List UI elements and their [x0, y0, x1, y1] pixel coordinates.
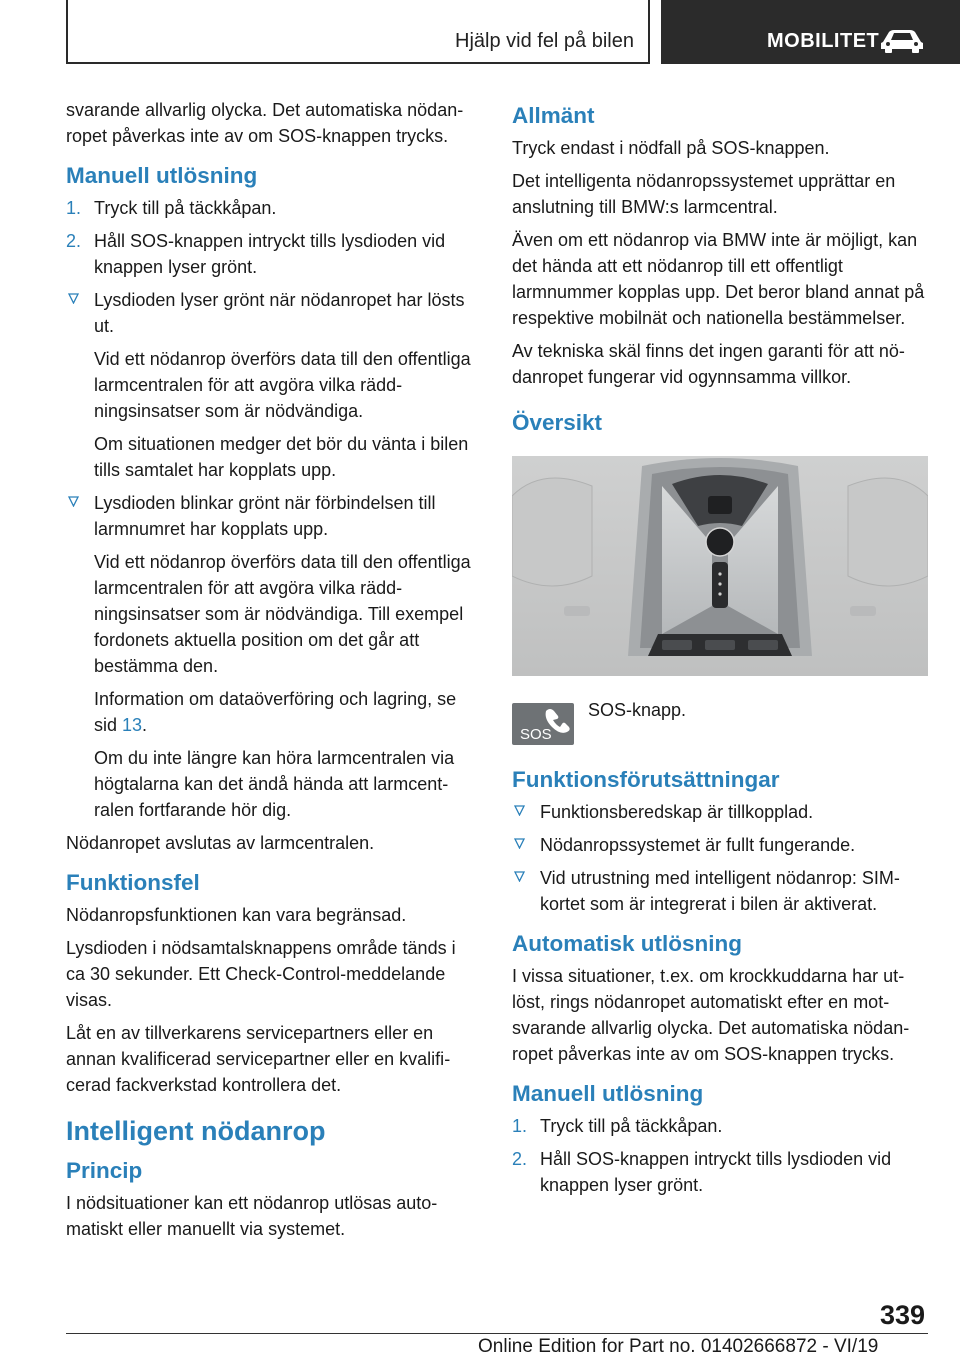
prerequisites-heading: Funktionsförutsättningar: [512, 767, 780, 792]
step-text: Håll SOS-knappen intryckt tills lysdioden vid knappen lyser grönt.: [94, 231, 446, 277]
intro-paragraph: svarande allvarlig olycka. Det automatiska nödanropet påverkas inte av om SOS-knappen trycks.: [66, 100, 464, 146]
triangle-bullet-icon: [68, 293, 79, 304]
footer-edition: Online Edition for Part no. 01402666872 - VI/19: [478, 1336, 879, 1357]
list-item: [512, 865, 928, 917]
general-heading: Allmänt: [512, 103, 595, 128]
bullet-sub-paragraph: Om du inte längre kan höra larmcentralen via högtalarna kan det ändå hända att larmcentralen fortfarande hör dig.: [94, 748, 455, 820]
bullet-sub-paragraph: [66, 686, 478, 738]
bullet-text: Funktionsberedskap är tillkopplad.: [540, 802, 814, 822]
step-text: Håll SOS-knappen intryckt tills lysdioden vid knappen lyser grönt.: [540, 1149, 892, 1195]
svg-text:SOS: SOS: [520, 726, 552, 743]
automatic-paragraph: I vissa situationer, t.ex. om krockkuddarna har utlöst, rings nödanropet automatiskt efter en motsvarande allvarlig olycka. Det automatiska nödanropet påverkas inte av om SOS-knappen trycks.: [512, 966, 910, 1064]
list-item: [512, 832, 928, 858]
general-paragraph: Av tekniska skäl finns det ingen garanti för att nödanropet fungerar vid ogynnsamma villkor.: [512, 341, 905, 387]
reference-end: .: [142, 715, 148, 735]
car-icon: [879, 28, 925, 54]
intelligent-emergency-heading: Intelligent nödanrop: [66, 1116, 326, 1146]
list-item: [512, 799, 928, 825]
bullet-text: Nödanropssystemet är fullt fungerande.: [540, 835, 856, 855]
principle-heading: Princip: [66, 1158, 143, 1183]
bullet-sub-paragraph: Vid ett nödanrop överförs data till den offentliga larmcentralen för att avgöra vilka räddningsinsatser som är nödvändiga. Till exempel fordonets aktuella position om det går att bestämma den.: [94, 552, 471, 676]
list-item: [66, 228, 478, 280]
sos-legend: [512, 697, 928, 751]
principle-paragraph: I nödsituationer kan ett nödanrop utlösas automatiskt eller manuellt via systemet.: [66, 1193, 438, 1239]
triangle-bullet-icon: [514, 805, 525, 816]
page-reference-link[interactable]: 13: [122, 715, 143, 735]
header-chapter-title: MOBILITET: [767, 30, 880, 52]
general-paragraph: Även om ett nödanrop via BMW inte är möjligt, kan det hända att ett nödanrop till ett offentligt larmnummer kopplas upp. Det beror bland annat på respektive mobilnät och nationella bestämmelser.: [512, 230, 925, 328]
bullet-text: Lysdioden lyser grönt när nödanropet har lösts ut.: [94, 290, 465, 336]
list-item: [512, 1113, 928, 1139]
triangle-bullet-icon: [68, 496, 79, 507]
bullet-text: Lysdioden blinkar grönt när förbindelsen till larmnumret har kopplats upp.: [94, 493, 436, 539]
step-text: Tryck till på täckkåpan.: [540, 1116, 723, 1136]
step-number: 2.: [66, 231, 82, 251]
bullet-text: Vid utrustning med intelligent nödanrop: SIM-kortet som är integrerat i bilen är aktiverat.: [540, 868, 900, 914]
automatic-trigger-heading: Automatisk utlösning: [512, 931, 742, 956]
fault-paragraph: Låt en av tillverkarens servicepartners eller en annan kvalificerad servicepartner eller en kvalificerad fackverkstad kontrollera det.: [66, 1023, 451, 1095]
fault-heading: Funktionsfel: [66, 870, 200, 895]
list-item: [66, 195, 478, 221]
fault-paragraph: Nödanropsfunktionen kan vara begränsad.: [66, 905, 407, 925]
left-column: [66, 97, 478, 1249]
page-number: 339: [880, 1300, 926, 1330]
fault-paragraph: Lysdioden i nödsamtalsknappens område tänds i ca 30 sekunder. Ett Check-Control-meddelande visas.: [66, 938, 456, 1010]
manual-trigger-heading: Manuell utlösning: [66, 163, 258, 188]
reference-text: Information om dataöverföring och lagring, se sid: [94, 689, 457, 735]
list-item: [66, 287, 478, 339]
overview-heading: Översikt: [512, 410, 603, 435]
footer-divider: [66, 1333, 928, 1334]
header-section-box: [66, 0, 650, 64]
end-paragraph: Nödanropet avslutas av larmcentralen.: [66, 833, 375, 853]
sos-button-icon: [512, 703, 574, 745]
header-section-title: Hjälp vid fel på bilen: [455, 30, 634, 52]
general-paragraph: Det intelligenta nödanropssystemet upprättar en anslutning till BMW:s larmcentral.: [512, 171, 896, 217]
triangle-bullet-icon: [514, 838, 525, 849]
triangle-bullet-icon: [514, 871, 525, 882]
list-item: [66, 490, 478, 542]
bullet-sub-paragraph: Om situationen medger det bör du vänta i bilen tills samtalet har kopplats upp.: [94, 434, 469, 480]
overhead-console-image: [512, 456, 928, 676]
step-number: 1.: [66, 198, 82, 218]
general-paragraph: Tryck endast i nödfall på SOS-knappen.: [512, 138, 830, 158]
step-number: 1.: [512, 1116, 528, 1136]
manual-trigger-heading: Manuell utlösning: [512, 1081, 704, 1106]
list-item: [512, 1146, 928, 1198]
sos-caption: SOS-knapp.: [588, 700, 687, 720]
step-number: 2.: [512, 1149, 528, 1169]
right-column: [512, 97, 928, 1205]
bullet-sub-paragraph: Vid ett nödanrop överförs data till den offentliga larmcentralen för att avgöra vilka räddningsinsatser som är nödvändiga.: [94, 349, 471, 421]
step-text: Tryck till på täckkåpan.: [94, 198, 277, 218]
